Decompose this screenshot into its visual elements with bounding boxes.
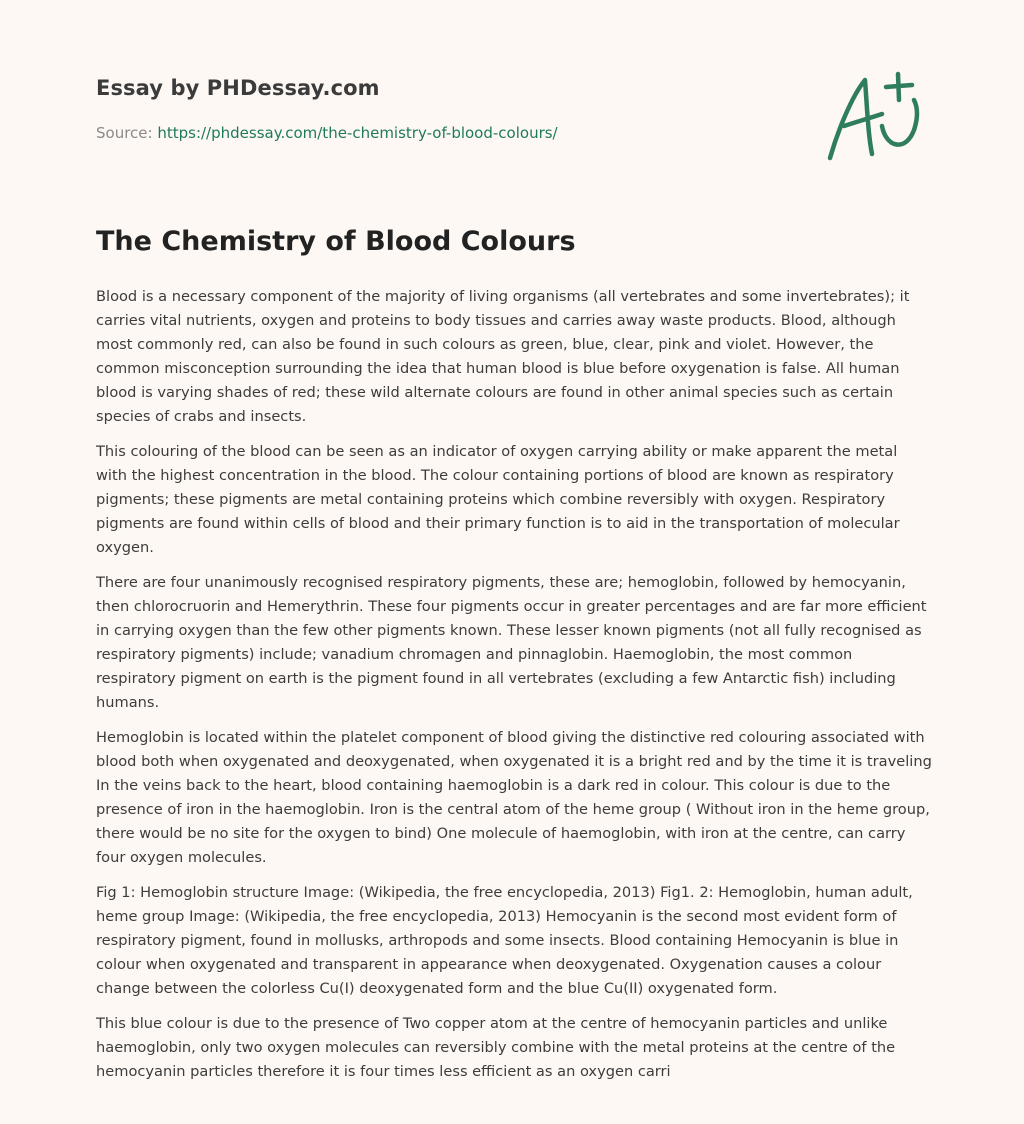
essay-body <box>96 285 932 1095</box>
essay-paragraph: Fig 1: Hemoglobin structure Image: (Wikipedia, the free encyclopedia, 2013) Fig1. 2: Hemoglobin, human adult, heme group Image: (Wikipedia, the free encyclopedia, 2013) Hemocyanin is the second most evident form of respiratory pigment, found in mollusks, arthropods and some insects. Blood containing Hemocyanin is blue in colour when oxygenated and transparent in appearance when deoxygenated. Oxygenation causes a colour change between the colorless Cu(I) deoxygenated form and the blue Cu(II) oxygenated form. <box>96 884 913 997</box>
essay-paragraph: Blood is a necessary component of the majority of living organisms (all vertebrates and some invertebrates); it carries vital nutrients, oxygen and proteins to body tissues and carries away waste products. Blood, although most commonly red, can also be found in such colours as green, blue, clear, pink and violet. However, the common misconception surrounding the idea that human blood is blue before oxygenation is false. All human blood is varying shades of red; these wild alternate colours are found in other animal species such as certain species of crabs and insects. <box>96 288 910 425</box>
source-link[interactable]: https://phdessay.com/the-chemistry-of-blood-colours/ <box>157 124 558 142</box>
essay-paragraph: This colouring of the blood can be seen as an indicator of oxygen carrying ability or make apparent the metal with the highest concentration in the blood. The colour containing portions of blood are known as respiratory pigments; these pigments are metal containing proteins which combine reversibly with oxygen. Respiratory pigments are found within cells of blood and their primary function is to aid in the transportation of molecular oxygen. <box>96 443 900 556</box>
site-name: Essay by PHDessay.com <box>96 76 380 100</box>
essay-paragraph: This blue colour is due to the presence of Two copper atom at the centre of hemocyanin particles and unlike haemoglobin, only two oxygen molecules can reversibly combine with the metal proteins at the centre of the hemocyanin particles therefore it is four times less efficient as an oxygen carri <box>96 1015 896 1080</box>
a-plus-logo <box>822 68 926 164</box>
essay-paragraph: Hemoglobin is located within the platelet component of blood giving the distinctive red colouring associated with blood both when oxygenated and deoxygenated, when oxygenated it is a bright red and by the time it is traveling In the veins back to the heart, blood containing haemoglobin is a dark red in colour. This colour is due to the presence of iron in the haemoglobin. Iron is the central atom of the heme group ( Without iron in the heme group, there would be no site for the oxygen to bind) One molecule of haemoglobin, with iron at the centre, can carry four oxygen molecules. <box>96 729 932 866</box>
essay-paragraph: There are four unanimously recognised respiratory pigments, these are; hemoglobin, followed by hemocyanin, then chlorocruorin and Hemerythrin. These four pigments occur in greater percentages and are far more efficient in carrying oxygen than the few other pigments known. These lesser known pigments (not all fully recognised as respiratory pigments) include; vanadium chromagen and pinnaglobin. Haemoglobin, the most common respiratory pigment on earth is the pigment found in all vertebrates (excluding a few Antarctic fish) including humans. <box>96 574 927 711</box>
source-line <box>96 124 558 142</box>
essay-title: The Chemistry of Blood Colours <box>96 226 576 257</box>
source-label: Source: <box>96 124 158 142</box>
